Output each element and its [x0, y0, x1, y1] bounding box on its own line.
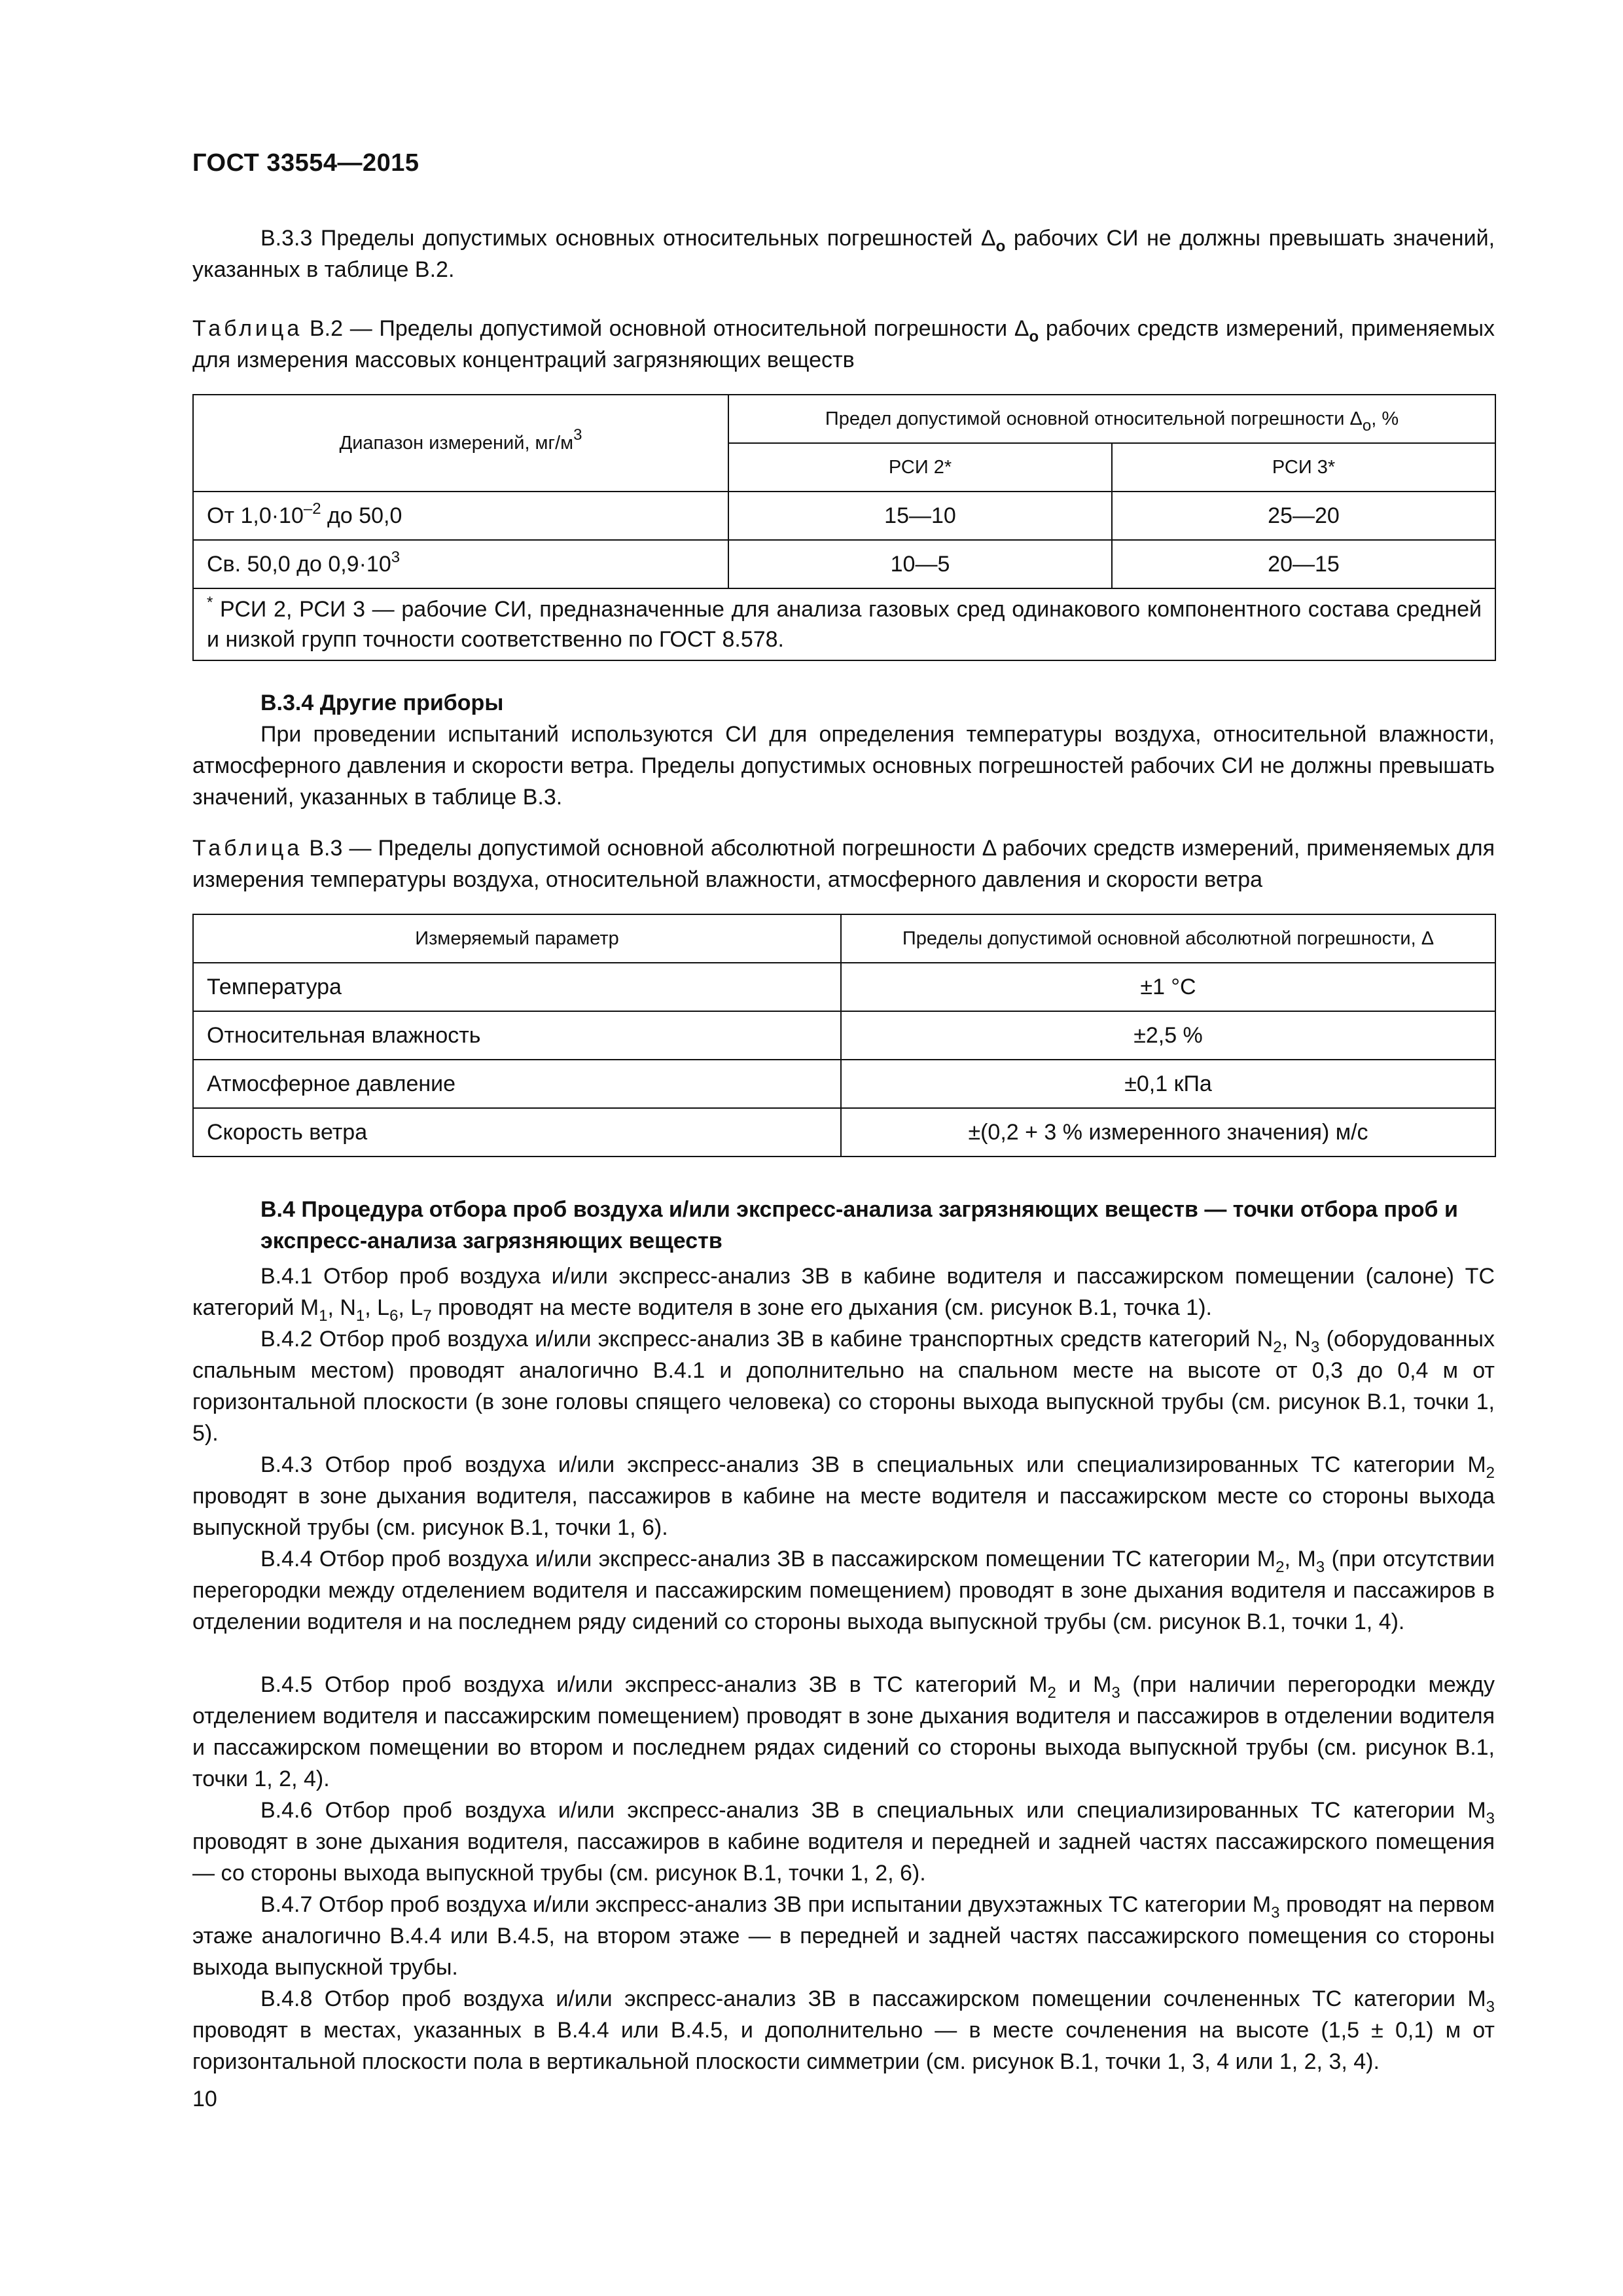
- table-b2-rsi2-value: 10—5: [728, 540, 1112, 588]
- paragraph-b47: В.4.7 Отбор проб воздуха и/или экспресс-анализ ЗВ при испытании двухэтажных ТС категории $M_3$ проводят на первом этаже аналогично В.4.4 или В.4.5, на втором этаже — в передней и задней частях пассажирского помещения со стороны выхода выпускной трубы.: [192, 1892, 1495, 1980]
- table-b2-range: Св. 50,0 до $0,9\cdot 10^3$: [193, 540, 728, 588]
- paragraph-b41: В.4.1 Отбор проб воздуха и/или экспресс-анализ ЗВ в кабине водителя и пассажирском помещении (салоне) ТС категорий $M_1$, $N_1$, $L_6$, $L_7$ проводят на месте водителя в зоне его дыхания (см. рисунок В.1, точка 1).: [192, 1264, 1495, 1325]
- table-b2-head-limit: Предел допустимой основной относительной погрешности $\Delta_o$, %: [728, 395, 1495, 443]
- table-row: [193, 1060, 1495, 1108]
- heading-b34: В.3.4 Другие приборы: [260, 691, 504, 715]
- table-b3-param: Скорость ветра: [193, 1108, 841, 1157]
- table-b2: [192, 394, 1496, 661]
- table-b3-value: ±1 °С: [841, 963, 1495, 1011]
- table-b2-rsi2-value: 15—10: [728, 492, 1112, 540]
- table-b3: [192, 914, 1496, 1157]
- paragraph-b44: В.4.4 Отбор проб воздуха и/или экспресс-анализ ЗВ в пассажирском помещении ТС категории $M_2$, $M_3$ (при отсутствии перегородки между отделением водителя и пассажирским помещением) проводят в зоне дыхания водителя и пассажиров в отделении водителя и на последнем ряду сидений со стороны выхода выпускной трубы (см. рисунок В.1, точки 1, 4).: [192, 1547, 1495, 1634]
- heading-b4: В.4 Процедура отбора проб воздуха и/или экспресс-анализа загрязняющих веществ — точки отбора проб и экспресс-анализа загрязняющих веществ: [260, 1197, 1458, 1253]
- table-b2-footnote: * РСИ 2, РСИ 3 — рабочие СИ, предназначенные для анализа газовых сред одинакового компонентного состава средней и низкой групп точности соответственно по ГОСТ 8.578.: [193, 588, 1495, 660]
- table-row: [193, 540, 1495, 588]
- table-b2-footnote-row: [193, 588, 1495, 660]
- paragraph-b42: В.4.2 Отбор проб воздуха и/или экспресс-анализ ЗВ в кабине транспортных средств категорий $N_2$, $N_3$ (оборудованных спальным местом) проводят аналогично В.4.1 и дополнительно на спальном месте на высоте от 0,3 до 0,4 м от горизонтальной плоскости (в зоне головы спящего человека) со стороны выхода выпускной трубы (см. рисунок В.1, точки 1, 5).: [192, 1327, 1495, 1446]
- table-b2-head-rsi3: РСИ 3*: [1112, 443, 1495, 492]
- table-b3-value: ±(0,2 + 3 % измеренного значения) м/с: [841, 1108, 1495, 1157]
- table-b2-rsi3-value: 20—15: [1112, 540, 1495, 588]
- table-row: [193, 492, 1495, 540]
- table-b2-head-range: Диапазон измерений, $мг/м^3$: [193, 395, 728, 492]
- table-b3-param: Относительная влажность: [193, 1011, 841, 1060]
- table-b3-caption: Таблица В.3 — Пределы допустимой основной абсолютной погрешности Δ рабочих средств измерений, применяемых для измерения температуры воздуха, относительной влажности, атмосферного давления и скорости ветра: [192, 836, 1495, 892]
- table-b2-range: От $1,0\cdot 10^{-2}$ до 50,0: [193, 492, 728, 540]
- table-b3-head-param: Измеряемый параметр: [193, 914, 841, 963]
- table-b3-param: Температура: [193, 963, 841, 1011]
- paragraph-b43: В.4.3 Отбор проб воздуха и/или экспресс-анализ ЗВ в специальных или специализированных ТС категории $M_2$ проводят в зоне дыхания водителя, пассажиров в кабине на месте водителя и пассажирском месте со стороны выхода выпускной трубы (см. рисунок В.1, точки 1, 6).: [192, 1452, 1495, 1540]
- table-row: [193, 1011, 1495, 1060]
- table-row: [193, 963, 1495, 1011]
- table-b3-head-limit: Пределы допустимой основной абсолютной погрешности, Δ: [841, 914, 1495, 963]
- table-b3-value: ±2,5 %: [841, 1011, 1495, 1060]
- table-row: [193, 1108, 1495, 1157]
- page-number: 10: [192, 2087, 217, 2111]
- table-b2-caption: Таблица В.2 — Пределы допустимой основной относительной погрешности $\Delta_o$ рабочих средств измерений, применяемых для измерения массовых концентраций загрязняющих веществ: [192, 316, 1495, 372]
- document-header: ГОСТ 33554—2015: [192, 149, 419, 177]
- paragraph-b45: В.4.5 Отбор проб воздуха и/или экспресс-анализ ЗВ в ТС категорий $M_2$ и $M_3$ (при наличии перегородки между отделением водителя и пассажирским помещением) проводят в зоне дыхания водителя и пассажиров в отделении водителя и пассажирском помещении во втором и последнем рядах сидений со стороны выхода выпускной трубы (см. рисунок В.1, точки 1, 2, 4).: [192, 1672, 1495, 1791]
- table-b3-param: Атмосферное давление: [193, 1060, 841, 1108]
- paragraph-b33: В.3.3 Пределы допустимых основных относительных погрешностей $\Delta_o$ рабочих СИ не должны превышать значений, указанных в таблице В.2.: [192, 226, 1495, 282]
- paragraph-b34: При проведении испытаний используются СИ для определения температуры воздуха, относительной влажности, атмосферного давления и скорости ветра. Пределы допустимых основных погрешностей рабочих СИ не должны превышать значений, указанных в таблице В.3.: [192, 722, 1495, 810]
- paragraph-b46: В.4.6 Отбор проб воздуха и/или экспресс-анализ ЗВ в специальных или специализированных ТС категории $M_3$ проводят в зоне дыхания водителя, пассажиров в кабине водителя и передней и задней частях пассажирского помещения — со стороны выхода выпускной трубы (см. рисунок В.1, точки 1, 2, 6).: [192, 1798, 1495, 1886]
- table-b2-head-rsi2: РСИ 2*: [728, 443, 1112, 492]
- paragraph-b48: В.4.8 Отбор проб воздуха и/или экспресс-анализ ЗВ в пассажирском помещении сочлененных ТС категории $M_3$ проводят в местах, указанных в В.4.4 или В.4.5, и дополнительно — в месте сочленения на высоте (1,5 ± 0,1) м от горизонтальной плоскости пола в вертикальной плоскости симметрии (см. рисунок В.1, точки 1, 3, 4 или 1, 2, 3, 4).: [192, 1986, 1495, 2074]
- table-b2-rsi3-value: 25—20: [1112, 492, 1495, 540]
- table-b3-value: ±0,1 кПа: [841, 1060, 1495, 1108]
